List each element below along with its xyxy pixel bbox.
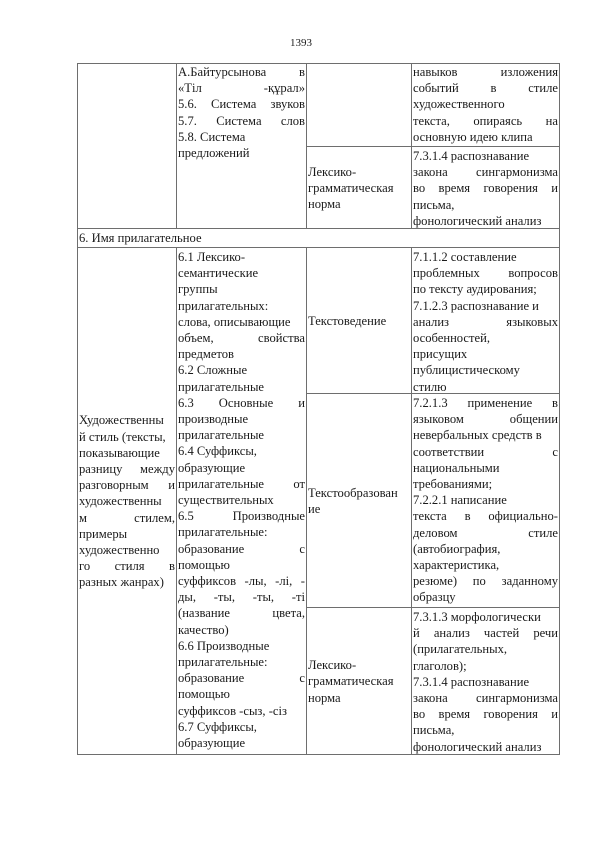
text-line: образующие [178,736,246,751]
page-number: 1393 [290,37,312,49]
text-line: художественного [413,97,505,112]
text-line: суффиксов -лы, -лі, - [178,574,305,589]
text-line: образование с [178,541,305,556]
text-line: образцу [413,590,456,605]
text-line: семантические [178,266,259,281]
text-line: Лексико- [308,658,357,673]
text-line: невербальных средств в [413,428,542,443]
text-line: предметов [178,347,235,362]
text-line: образующие [178,460,246,475]
text-line: грамматическая [308,674,394,689]
text-line: основную идею клипа [413,129,533,144]
text-line: м стилем, [79,510,175,525]
text-line: 6.2 Сложные [178,363,248,378]
text-line: разговорным и [79,478,175,493]
text-line: Лексико- [308,164,357,179]
cell-objectives [411,147,559,229]
text-line: закона сингармонизма [413,165,558,180]
text-line: качество) [178,622,229,637]
text-line: глаголов); [413,658,467,673]
text-line: помощью [178,687,230,702]
text-line: присущих [413,347,468,362]
text-line: Текстообразован [308,485,398,500]
section-header-text: 6. Имя прилагательное [79,231,202,245]
text-line: (прилагательных, [413,642,508,657]
text-line: письма, [413,723,455,738]
text-line: навыков изложения [413,65,558,79]
text-line: суффиксов -сыз, -сіз [178,703,287,718]
text-line: событий в стиле [413,81,558,96]
cell-topics [176,248,306,751]
text-line: норма [308,690,341,705]
text-line: 7.1.2.3 распознавание и [413,298,539,313]
text-line: резюме) по заданному [413,574,558,589]
text-line: 5.7. Система слов [178,113,305,128]
text-line: производные [178,412,249,427]
text-line: требованиями; [413,477,493,492]
text-line: Художественны [79,413,164,428]
text-line: объем, свойства [178,331,305,346]
cell-section [306,394,411,607]
text-line: разницу между [79,461,175,476]
text-line: 5.8. Система [178,129,246,144]
text-line: 6.5 Производные [178,509,305,524]
text-line: й стиль (тексты, [79,429,166,444]
cell-style [77,248,176,754]
text-line: прилагательные: [178,525,268,540]
text-line: 7.2.2.1 написание [413,493,507,508]
text-line: художественны [79,494,162,509]
text-line: прилагательные: [178,655,268,670]
text-line: примеры [79,526,128,541]
text-line: прилагательные [178,379,264,394]
cell-section [306,248,411,393]
text-line: й анализ частей речи [413,626,558,641]
text-line: предложений [178,146,250,161]
text-line: разных жанрах) [79,575,164,590]
text-line: во время говорения и [413,181,558,196]
cell-topics [176,63,306,161]
text-line: норма [308,197,341,212]
text-line: показывающие [79,445,160,460]
text-line: во время говорения и [413,707,558,722]
text-line: (название цвета, [178,606,305,621]
text-line: ды, -ты, -ты, -ті [178,590,305,605]
text-line: слова, описывающие [178,314,291,329]
text-line: 7.3.1.4 распознавание [413,674,530,689]
text-line: фонологический анализ [413,739,542,754]
cell-section [306,608,411,754]
section-name: Текстоведение [308,313,387,328]
text-line: 7.3.1.3 морфологически [413,610,541,624]
text-line: А.Байтурсынова в [178,65,305,79]
text-line: прилагательные [178,428,264,443]
text-line: (автобиография, [413,541,501,556]
text-line: соответствии с [413,444,558,459]
text-line: го стиля в [79,559,175,574]
text-line: стилю [413,379,447,394]
text-line: особенностей, [413,331,490,346]
table-border-right [559,63,560,755]
cell-objectives [411,248,559,395]
cell-section [306,147,411,228]
text-line: 6.3 Основные и [178,395,305,410]
cell-objectives [411,63,559,145]
text-line: анализ языковых [413,314,558,329]
text-line: 6.4 Суффиксы, [178,444,257,459]
text-line: закона сингармонизма [413,691,558,706]
cell-objectives [411,394,559,606]
text-line: 7.1.1.2 составление [413,250,517,264]
text-line: языковом общении [413,412,558,427]
text-line: 5.6. Система звуков [178,97,305,112]
text-line: 7.3.1.4 распознавание [413,149,530,163]
text-line: «Тіл -құрал» [178,81,305,96]
text-line: существительных [178,493,274,508]
text-line: текста, опираясь на [413,113,558,128]
section-header [77,229,560,247]
text-line: национальными [413,460,500,475]
text-line: прилагательные от [178,476,305,491]
text-line: грамматическая [308,180,394,195]
text-line: характеристика, [413,558,500,573]
text-line: публицистическому [413,363,520,378]
text-line: по тексту аудирования; [413,282,537,297]
text-line: помощью [178,557,230,572]
text-line: 6.6 Производные [178,638,270,653]
text-line: деловом стиле [413,525,558,540]
cell-style [77,63,176,228]
text-line: фонологический анализ [413,213,542,228]
text-line: прилагательных: [178,298,269,313]
text-line: художественно [79,543,160,557]
text-line: 6.7 Суффиксы, [178,719,257,734]
text-line: текста в официально- [413,509,558,524]
text-line: ие [308,502,321,516]
text-line: образование с [178,671,305,686]
text-line: 7.2.1.3 применение в [413,396,558,410]
text-line: группы [178,282,218,297]
text-line: 6.1 Лексико- [178,250,246,264]
cell-objectives [411,608,559,755]
text-line: письма, [413,197,455,212]
text-line: проблемных вопросов [413,266,558,281]
